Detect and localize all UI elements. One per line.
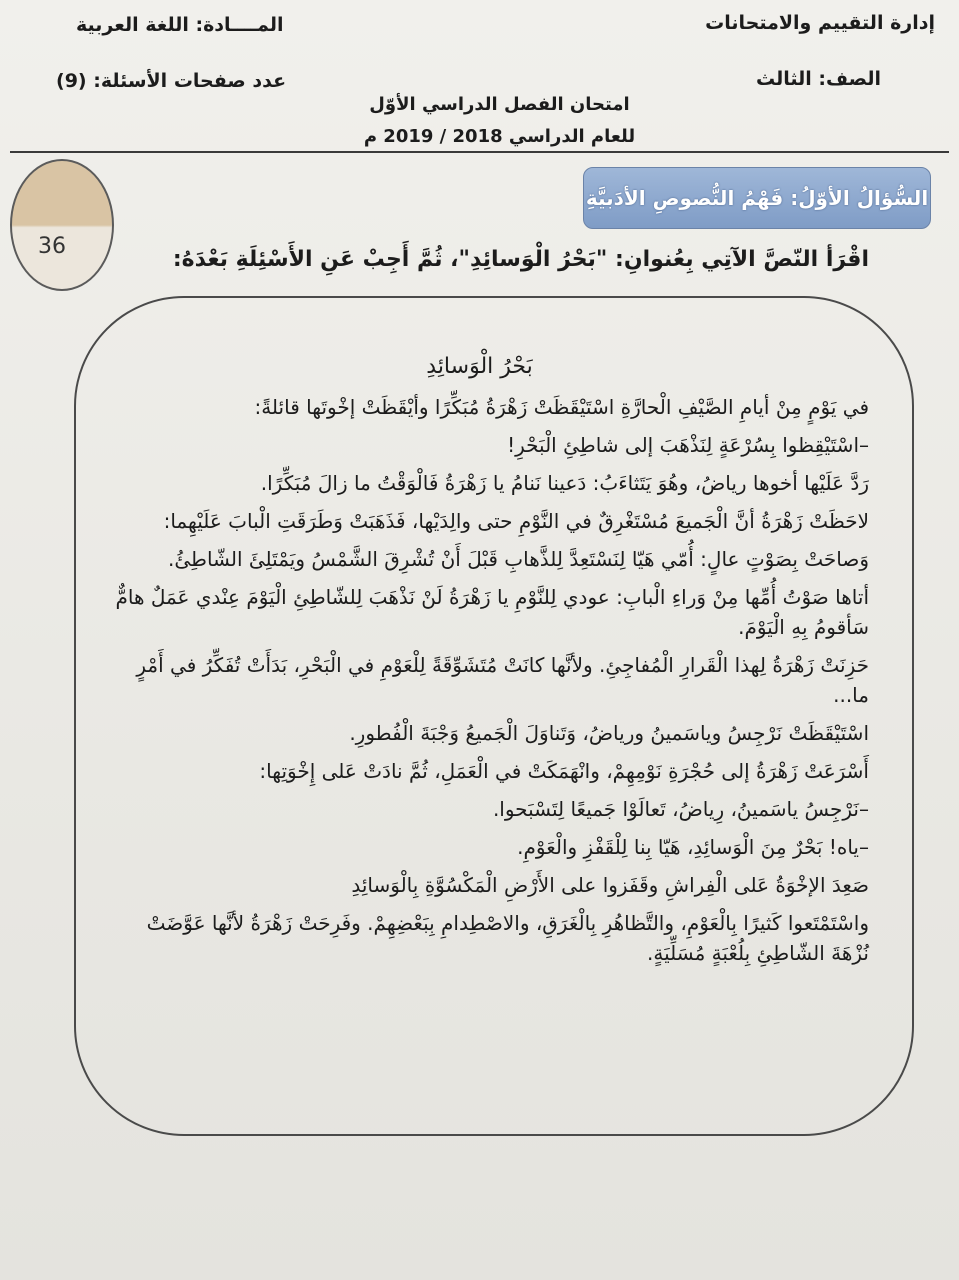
department-label: إدارة التقييم والامتحانات [705,12,935,34]
question-title: السُّؤالُ الأوّلُ: فَهْمُ النُّصوصِ الأدَبيَّةِ [585,186,929,210]
subject-label: المــــادة: اللغة العربية [76,14,284,36]
score-value: 36 [38,234,66,259]
story-paragraph: –ياه! بَحْرٌ مِنَ الْوَسائِدِ، هَيّا بِنا لِلْقَفْزِ والْعَوْمِ. [517,835,869,859]
story-paragraph: أتاها صَوْتُ أُمِّها مِنْ وَراءِ الْبابِ: عودي لِلنَّوْمِ يا زَهْرَةُ لَنْ نَذْهَبَ لِلشّاطِئِ الْيَوْمَ عِنْدي عَمَلٌ هامٌّ سَأقومُ بِهِ الْيَوْمَ. [115,585,869,639]
question-title-box [583,167,931,229]
story-paragraph: واسْتَمْتَعوا كَثيرًا بِالْعَوْمِ، والتَّظاهُرِ بِالْغَرَقِ، والاصْطِدامِ بِبَعْضِهِمْ. وفَرِحَتْ زَهْرَةُ لأنَّها عَوَّضَتْ نُزْهَةَ الشّاطِئِ بِلُعْبَةٍ مُسَلِّيَةٍ. [146,911,869,965]
story-paragraph: وَصاحَتْ بِصَوْتٍ عالٍ: أُمّي هَيّا لِنَسْتَعِدَّ لِلذَّهابِ قَبْلَ أَنْ تُشْرِقَ الشَّمْسُ ويَمْتَلِئَ الشّاطِئُ. [168,547,869,571]
story-paragraph: في يَوْمٍ مِنْ أيامِ الصَّيْفِ الْحارَّةِ اسْتَيْقَظَتْ زَهْرَةُ مُبَكِّرًا وأيْقَظَتْ إخْوتَها قائلةً: [254,395,869,419]
story-paragraph: لاحَظَتْ زَهْرَةُ أنَّ الْجَميعَ مُسْتَغْرِقٌ في النَّوْمِ حتى والِدَيْها، فَذَهَبَتْ وَطَرَقَتِ الْبابَ عَلَيْهِما: [163,509,869,533]
header-divider [10,151,949,153]
question-instruction: اقْرَأ النّصَّ الآتِي بِعُنوانِ: "بَحْرُ الْوَسائِدِ"، ثُمَّ أَجِبْ عَنِ الأَسْئِلَةِ بَعْدَهُ: [172,247,869,272]
exam-title: امتحان الفصل الدراسي الأوّل [369,94,630,115]
story-paragraph: أَسْرَعَتْ زَهْرَةُ إلى حُجْرَةِ نَوْمِهِمْ، وانْهَمَكَتْ في الْعَمَلِ، ثُمَّ نادَتْ عَلى إِخْوَتِها: [259,759,869,783]
pages-count-label: عدد صفحات الأسئلة: (9) [56,70,287,92]
story-paragraph: صَعِدَ الإخْوَةُ عَلى الْفِراشِ وقَفَزوا على الأَرْضِ الْمَكْسُوَّةِ بِالْوَسائِدِ [351,873,869,897]
story-paragraph: –اسْتَيْقِظوا بِسُرْعَةٍ لِنَذْهَبَ إلى شاطِئِ الْبَحْرِ! [507,433,869,457]
story-title: بَحْرُ الْوَسائِدِ [426,354,533,379]
story-paragraph: حَزِنَتْ زَهْرَةُ لِهذا الْقَرارِ الْمُفاجِئِ. ولأنَّها كانَتْ مُتَشَوِّقَةً لِلْعَوْمِ في الْبَحْرِ، بَدَأَتْ تُفَكِّرُ في أَمْرٍ ما... [136,653,869,707]
story-paragraph: –نَرْجِسُ ياسَمينُ، رِياضُ، تَعالَوْا جَميعًا لِتَسْبَحوا. [492,797,869,821]
story-paragraph: اسْتَيْقَظَتْ نَرْجِسُ وياسَمينُ ورياضُ، وَتَناوَلَ الْجَميعُ وَجْبَةَ الْفُطورِ. [349,721,869,745]
score-oval [10,159,114,291]
story-paragraph: رَدَّ عَلَيْها أخوها رياضُ، وهُوَ يَتَثاءَبُ: دَعينا نَنامُ يا زَهْرَةُ فَالْوَقْتُ ما زالَ مُبَكِّرًا. [260,471,869,495]
school-year: للعام الدراسي 2018 / 2019 م [363,126,636,147]
grade-label: الصف: الثالث [756,68,881,90]
story-text [110,388,869,972]
